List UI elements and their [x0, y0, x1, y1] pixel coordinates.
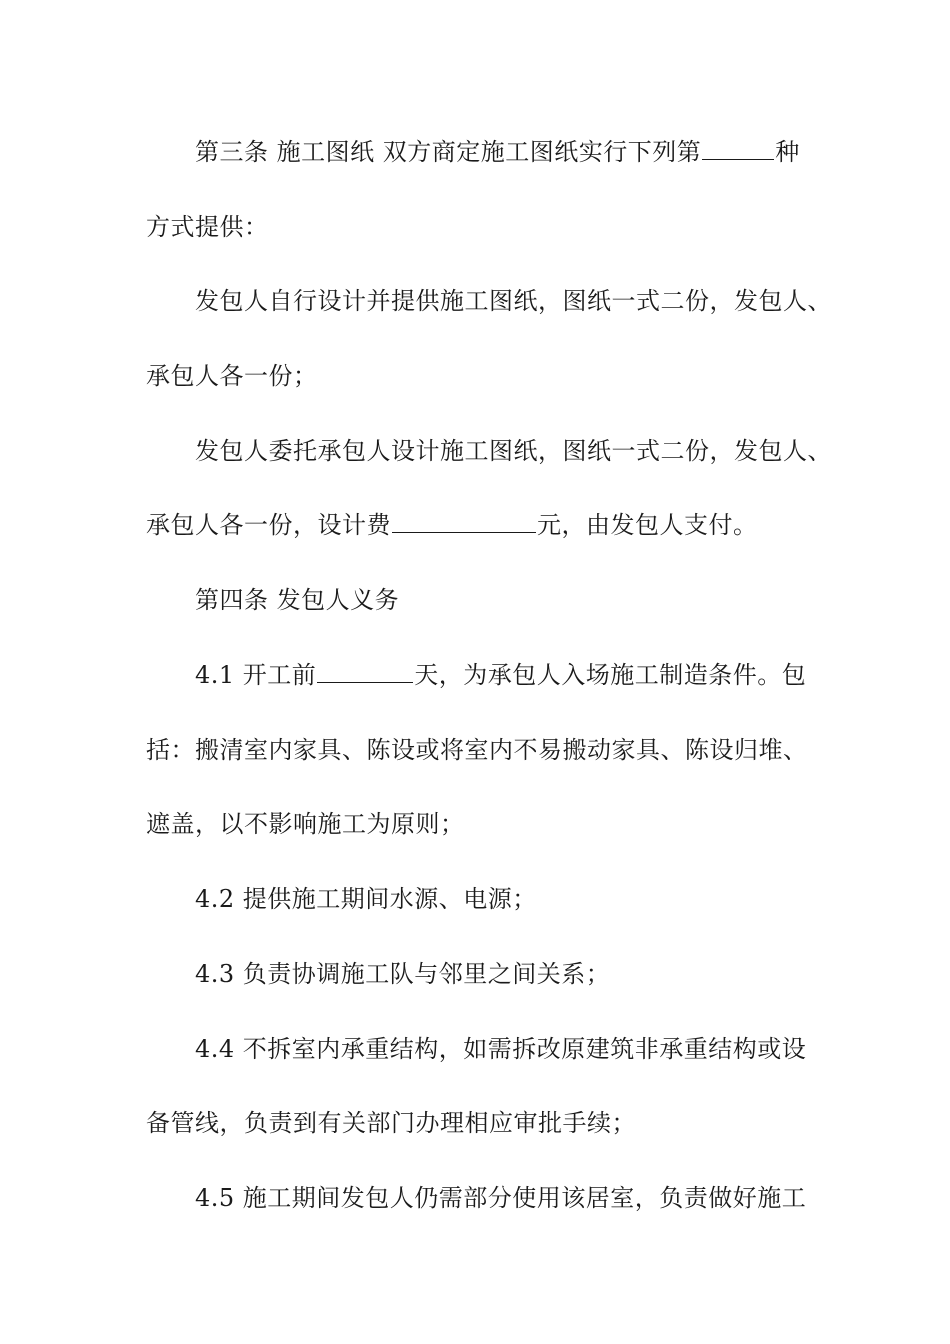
item-4-2: 4.2 提供施工期间水源、电源； [195, 885, 537, 913]
item-4-4-line-2: 备管线，负责到有关部门办理相应审批手续； [146, 1109, 636, 1137]
article-3-line-1 [0, 137, 950, 167]
blank-method-number [702, 137, 774, 160]
article-3-text-end: 种 [775, 138, 800, 166]
option-2-line-2 [0, 510, 950, 540]
item-4-1-text-end: 天，为承包人入场施工制造条件。包 [414, 661, 807, 689]
item-4-1-line-1 [0, 660, 950, 690]
blank-days [317, 660, 413, 683]
item-4-4-line-1: 4.4 不拆室内承重结构，如需拆改原建筑非承重结构或设 [195, 1035, 807, 1063]
article-3-text: 第三条 施工图纸 双方商定施工图纸实行下列第 [195, 138, 702, 166]
item-4-3: 4.3 负责协调施工队与邻里之间关系； [195, 960, 611, 988]
option-2-text: 承包人各一份，设计费 [146, 511, 391, 539]
item-4-1-text: 4.1 开工前 [195, 661, 317, 689]
item-4-5-line-1: 4.5 施工期间发包人仍需部分使用该居室，负责做好施工 [195, 1184, 807, 1212]
option-1-line-2: 承包人各一份； [146, 362, 318, 390]
option-1-line-1: 发包人自行设计并提供施工图纸，图纸一式二份，发包人、 [195, 287, 832, 315]
item-4-1-line-2: 括：搬清室内家具、陈设或将室内不易搬动家具、陈设归堆、 [146, 736, 808, 764]
blank-design-fee [392, 510, 536, 533]
option-2-line-1: 发包人委托承包人设计施工图纸，图纸一式二份，发包人、 [195, 437, 832, 465]
article-3-line-2: 方式提供： [146, 213, 269, 241]
article-4-title: 第四条 发包人义务 [195, 586, 400, 614]
option-2-text-end: 元，由发包人支付。 [537, 511, 758, 539]
item-4-1-line-3: 遮盖，以不影响施工为原则； [146, 810, 465, 838]
